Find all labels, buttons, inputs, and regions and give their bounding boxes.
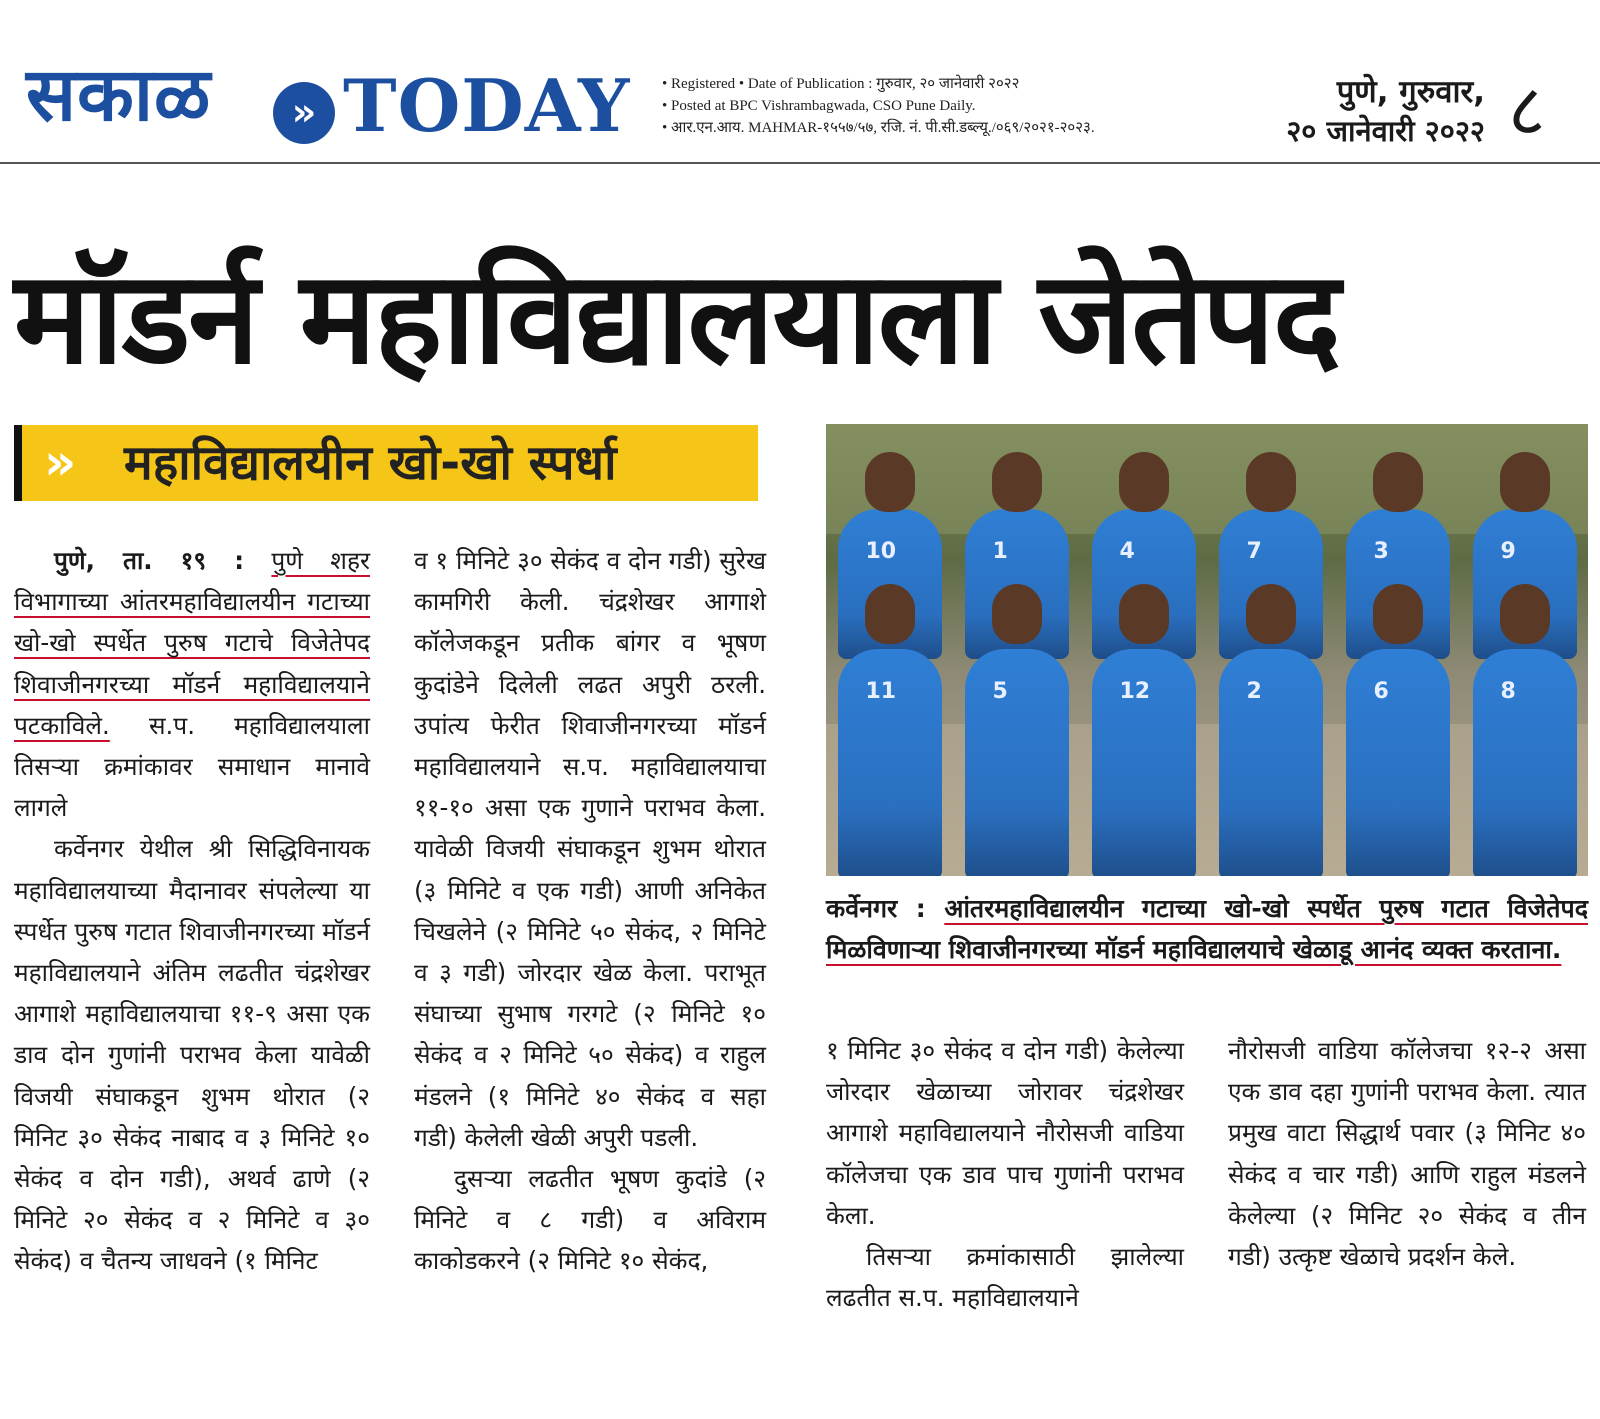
sakal-logo: सकाळ [26, 52, 212, 138]
caption-text: आंतरमहाविद्यालयीन गटाच्या खो-खो स्पर्धेत पुरुष गटात विजेतेपद मिळविणाऱ्या शिवाजीनगरच्या मॉडर्न महाविद्यालयाचे खेळाडू आनंद व्यक्त करताना. [826, 894, 1588, 964]
article-paragraph: व १ मिनिटे ३० सेकंद व दोन गडी) सुरेख कामगिरी केली. चंद्रशेखर आगाशे कॉलेजकडून प्रतीक बांगर व भूषण कुदांडेने दिलेली लढत अपुरी ठरली. उपांत्य फेरीत शिवाजीनगरच्या मॉडर्न महाविद्यालयाने स.प. महाविद्यालयाचा ११-१० असा एक गुणाने पराभव केला. यावेळी विजयी संघाकडून शुभम थोरात (३ मिनिटे व एक गडी) आणी अनिकेत चिखलेने (२ मिनिटे ५० सेकंद, २ मिनिटे व ३ गडी) जोरदार खेळ केला. पराभूत संघाच्या सुभाष गरगटे (२ मिनिटे १० सेकंद व २ मिनिटे ५० सेकंद) व राहुल मंडलने (१ मिनिटे ४० सेकंद व सहा गडी) केलेली खेळी अपुरी पडली. [414, 546, 766, 1152]
registration-line: • Registered • Date of Publication : गुरुवार, २० जानेवारी २०२२ [662, 76, 1020, 92]
jersey-number: 7 [1246, 539, 1262, 564]
jersey-number: 1 [992, 539, 1008, 564]
player-jersey [965, 649, 1069, 876]
player-jersey [1346, 649, 1450, 876]
article-column-3 [826, 1030, 1184, 1318]
player-head [865, 452, 915, 512]
jersey-number: 11 [865, 679, 897, 704]
date-full: २० जानेवारी २०२२ [1286, 114, 1485, 149]
team-photo [826, 424, 1588, 876]
jersey-number: 4 [1119, 539, 1135, 564]
kicker-banner [14, 425, 758, 501]
player-head [1246, 452, 1296, 512]
rni-line: • आर.एन.आय. MAHMAR-१५५७/५७, रजि. नं. पी.सी.डब्ल्यू./०६९/२०२१-२०२३. [662, 120, 1095, 136]
player-head [992, 584, 1042, 644]
logo-chevron-icon: » [273, 82, 335, 144]
player-head [1246, 584, 1296, 644]
article-column-4 [1228, 1030, 1586, 1277]
masthead [0, 0, 1600, 165]
jersey-number: 8 [1500, 679, 1516, 704]
player-jersey [1473, 649, 1577, 876]
jersey-number: 6 [1373, 679, 1389, 704]
player-head [1119, 584, 1169, 644]
double-chevron-icon: » [44, 433, 77, 491]
lead-underlined: पुणे शहर विभागाच्या आंतरमहाविद्यालयीन गटाच्या खो-खो स्पर्धेत पुरुष गटाचे विजेतेपद शिवाजीनगरच्या मॉडर्न महाविद्यालयाने पटकाविले. [14, 546, 371, 740]
kicker-text: महाविद्यालयीन खो-खो स्पर्धा [124, 435, 617, 491]
player-head [1500, 452, 1550, 512]
article-column-1 [14, 540, 370, 1282]
article-paragraph: नौरोसजी वाडिया कॉलेजचा १२-२ असा एक डाव दहा गुणांनी पराभव केला. त्यात प्रमुख वाटा सिद्धार्थ पवार (३ मिनिट ४० सेकंद व चार गडी) आणि राहुल मंडलने केलेल्या (२ मिनिट २० सेकंद व तीन गडी) उत्कृष्ट खेळाचे प्रदर्शन केले. [1228, 1036, 1586, 1272]
registration-info [662, 73, 1095, 139]
page-number: ८ [1508, 68, 1546, 152]
jersey-number: 12 [1119, 679, 1151, 704]
jersey-number: 3 [1373, 539, 1389, 564]
kicker-bar [14, 425, 22, 501]
player-head [992, 452, 1042, 512]
player-head [1373, 452, 1423, 512]
masthead-rule [0, 162, 1600, 164]
article-paragraph: १ मिनिट ३० सेकंद व दोन गडी) केलेल्या जोरदार खेळाच्या जोरावर चंद्रशेखर आगाशे महाविद्यालयाने नौरोसजी वाडिया कॉलेजचा एक डाव पाच गुणांनी पराभव केला. [826, 1036, 1184, 1230]
photo-caption [826, 888, 1588, 970]
player-head [1500, 584, 1550, 644]
date-city: पुणे, गुरुवार, [1336, 74, 1485, 110]
jersey-number: 9 [1500, 539, 1516, 564]
posted-line: • Posted at BPC Vishrambagwada, CSO Pune Daily. [662, 98, 976, 114]
headline: मॉडर्न महाविद्यालयाला जेतेपद [14, 244, 1339, 393]
issue-date [1245, 72, 1485, 151]
caption-place: कर्वेनगर : [826, 894, 926, 923]
article-column-2 [414, 540, 766, 1282]
lead-rest: स.प. महाविद्यालयाला तिसऱ्या क्रमांकावर समाधान मानावे लागले [14, 710, 370, 823]
jersey-number: 10 [865, 539, 897, 564]
player-head [1119, 452, 1169, 512]
article-paragraph: कर्वेनगर येथील श्री सिद्धिविनायक महाविद्यालयाच्या मैदानावर संपलेल्या या स्पर्धेत पुरुष गटात शिवाजीनगरच्या मॉडर्न महाविद्यालयाने अंतिम लढतीत चंद्रशेखर आगाशे महाविद्यालयाचा ११-९ असा एक डाव दोन गुणांनी पराभव केला यावेळी विजयी संघाकडून शुभम थोरात (२ मिनिट ३० सेकंद नाबाद व ३ मिनिटे १० सेकंद व दोन गडी), अथर्व ढाणे (२ मिनिटे २० सेकंद व २ मिनिटे व ३० सेकंद) व चैतन्य जाधवने (१ मिनिट [14, 834, 370, 1276]
player-head [865, 584, 915, 644]
today-logo: TODAY [343, 63, 631, 148]
player-head [1373, 584, 1423, 644]
player-jersey [1092, 649, 1196, 876]
article-paragraph: तिसऱ्या क्रमांकासाठी झालेल्या लढतीत स.प. महाविद्यालयाने [826, 1242, 1184, 1313]
jersey-number: 5 [992, 679, 1008, 704]
article-paragraph: दुसऱ्या लढतीत भूषण कुदांडे (२ मिनिटे व ८ गडी) व अविराम काकोडकरने (२ मिनिटे १० सेकंद, [414, 1164, 766, 1276]
player-jersey [1219, 649, 1323, 876]
dateline: पुणे, ता. १९ : [54, 546, 245, 575]
player-jersey [838, 649, 942, 876]
jersey-number: 2 [1246, 679, 1262, 704]
